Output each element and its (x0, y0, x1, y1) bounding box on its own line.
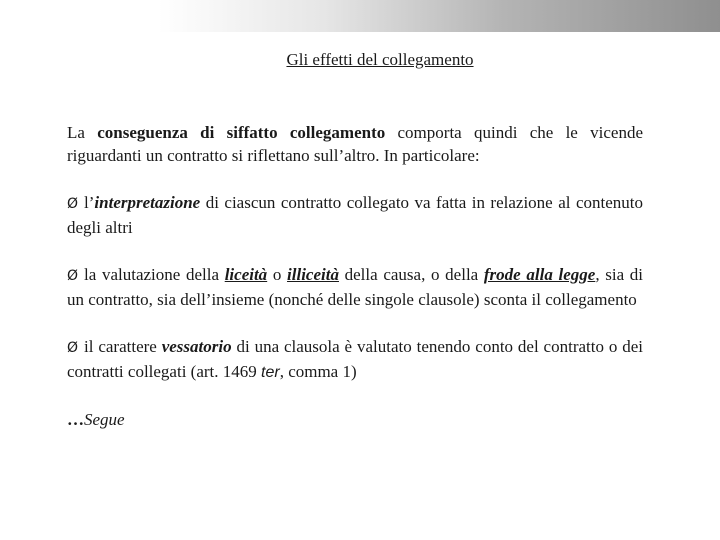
slide-content (67, 121, 643, 431)
bullet-text: della causa, o della (338, 265, 484, 284)
bullet-text-rest: , sia di un contratto, sia dell’insieme (nonché delle singole clausole) sconta il collegamento (67, 265, 644, 309)
bullet-emphasis-illiceita: illiceità (287, 265, 339, 284)
article-suffix: ter (261, 364, 280, 381)
arrow-bullet-icon: Ø (67, 340, 79, 356)
top-gradient-band (0, 0, 720, 32)
intro-text-rest: comporta quindi che le vicende riguardanti un contratto si riflettano sull’altro. In particolare: (67, 123, 643, 165)
bullet-text: di una clausola è valutato tenendo conto del contratto o dei contratti collegati (art. 1469 (67, 337, 643, 381)
bullet-emphasis-liceita: liceità (224, 265, 268, 284)
bullet-text: il carattere (84, 337, 162, 356)
arrow-bullet-icon: Ø (67, 196, 79, 212)
intro-emphasis: conseguenza di siffatto collegamento (97, 123, 386, 142)
segue-label: Segue (84, 410, 125, 429)
segue-footer (67, 408, 643, 431)
bullet-emphasis-vessatorio: vessatorio (161, 337, 232, 356)
bullet-liceita (67, 263, 643, 311)
arrow-bullet-icon: Ø (67, 268, 79, 284)
bullet-emphasis: interpretazione (94, 193, 201, 212)
ellipsis: … (67, 410, 84, 429)
bullet-vessatorio (67, 335, 643, 384)
bullet-text: la valutazione della (84, 265, 225, 284)
intro-text: La (67, 123, 98, 142)
page-title: Gli effetti del collegamento (286, 50, 474, 69)
bullet-text-rest: di ciascun contratto collegato va fatta in relazione al contenuto degli altri (67, 193, 643, 237)
bullet-text-rest: , comma 1) (279, 362, 357, 381)
bullet-text: l’ (84, 193, 95, 212)
bullet-interpretazione (67, 191, 643, 239)
bullet-emphasis-frode: frode alla legge (483, 265, 596, 284)
bullet-text: o (267, 265, 288, 284)
intro-paragraph (67, 121, 643, 167)
